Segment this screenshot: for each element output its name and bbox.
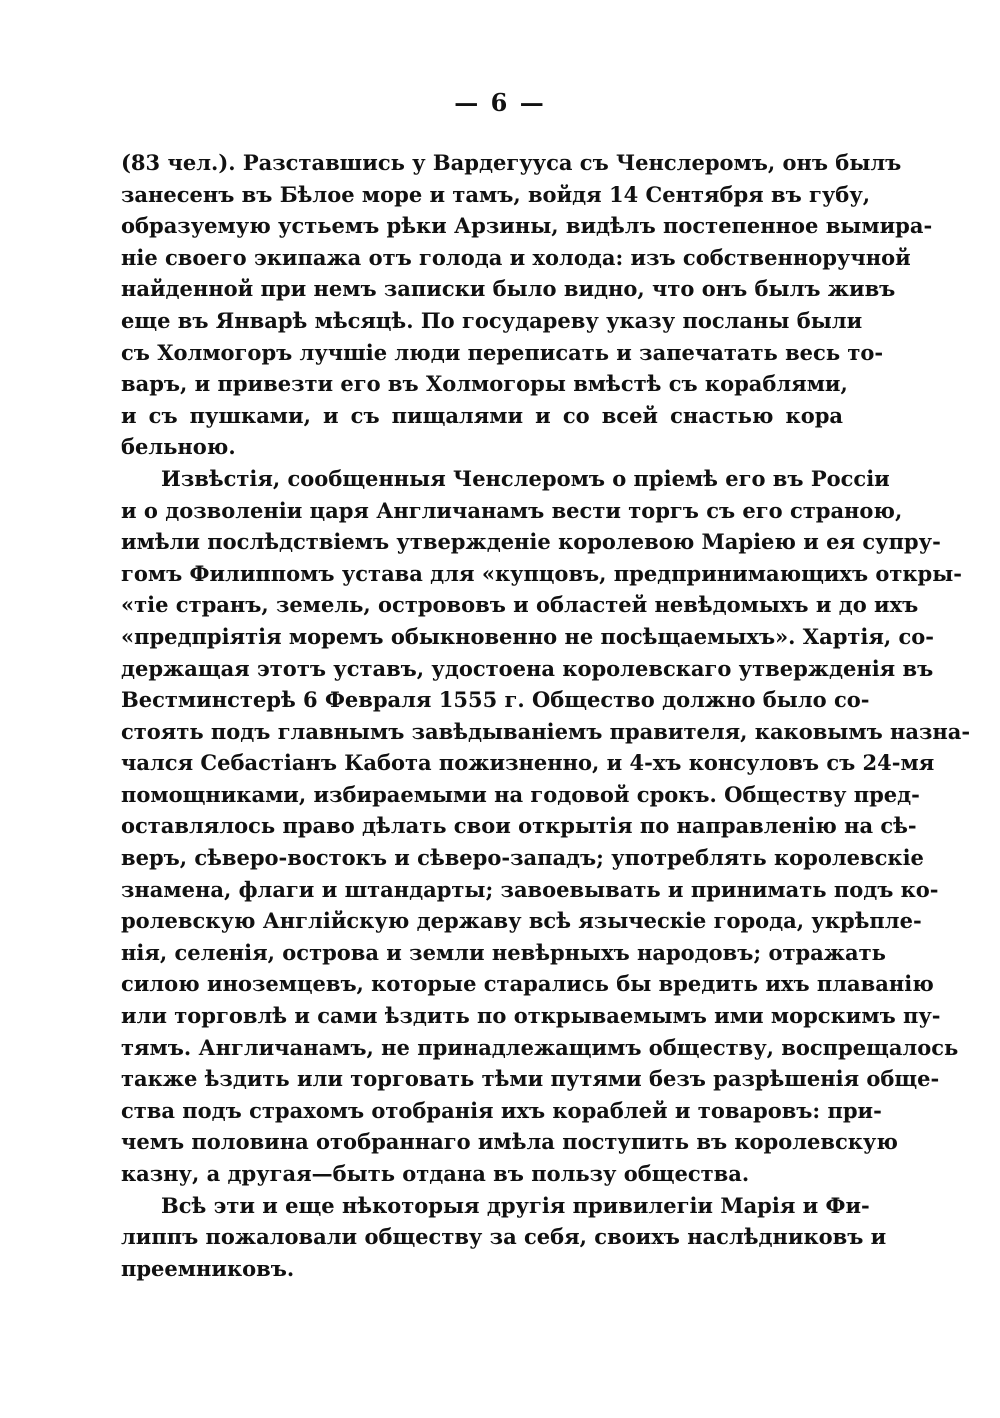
text-line: гомъ Филиппомъ устава для «купцовъ, предпринимающихъ откры- [121, 560, 963, 586]
text-line: чался Себастіанъ Кабота пожизненно, и 4-хъ консуловъ съ 24-мя [121, 750, 935, 776]
text-line: образуемую устьемъ рѣки Арзины, видѣлъ постепенное вымира- [121, 213, 933, 239]
body-text [121, 147, 971, 1284]
text-line: (83 чел.). Разставшись у Вардегууса съ Ченслеромъ, онъ былъ [121, 150, 902, 175]
text-line: и о дозволеніи царя Англичанамъ вести торгъ съ его страною, [121, 497, 903, 523]
text-line: Всѣ эти и еще нѣкоторыя другія привилегіи Марія и Фи- [161, 1192, 870, 1218]
text-line: нія, селенія, острова и земли невѣрныхъ народовъ; отражать [121, 939, 886, 965]
text-line: найденной при немъ записки было видно, что онъ былъ живъ [121, 276, 896, 302]
text-line: бельною. [121, 434, 236, 460]
text-line: занесенъ въ Бѣлое море и тамъ, войдя 14 Сентября въ губу, [121, 181, 871, 207]
text-line: силою иноземцевъ, которые старались бы вредить ихъ плаванію [121, 971, 934, 997]
text-line: «предпріятія моремъ обыкновенно не посѣщаемыхъ». Хартія, со- [121, 623, 935, 649]
text-line: липпъ пожаловали обществу за себя, своихъ наслѣдниковъ и [121, 1224, 887, 1250]
text-line: чемъ половина отобраннаго имѣла поступить въ королевскую [121, 1129, 898, 1155]
text-line: ства подъ страхомъ отобранія ихъ кораблей и товаровъ: при- [121, 1097, 882, 1123]
text-line: оставлялось право дѣлать свои открытія по направленію на сѣ- [121, 813, 917, 839]
text-line: имѣли послѣдствіемъ утвержденіе королевою Маріею и ея супру- [121, 529, 941, 555]
text-line: и съ пушками, и съ пищалями и со всей снастью кора [121, 402, 843, 428]
text-line: стоять подъ главнымъ завѣдываніемъ правителя, каковымъ назна- [121, 718, 971, 744]
text-line: преемниковъ. [121, 1255, 295, 1281]
text-line: держащая этотъ уставъ, удостоена королевскаго утвержденія въ [121, 655, 934, 681]
page-number: — 6 — [454, 88, 546, 117]
text-line: тямъ. Англичанамъ, не принадлежащимъ обществу, воспрещалось [121, 1034, 959, 1060]
text-line: еще въ Январѣ мѣсяцѣ. По государеву указу посланы были [121, 307, 863, 333]
text-line: съ Холмогоръ лучшіе люди переписать и запечатать весь то- [121, 339, 884, 365]
text-line: Извѣстія, сообщенныя Ченслеромъ о пріемѣ его въ Россіи [161, 465, 890, 491]
text-line: знамена, флаги и штандарты; завоевывать и принимать подъ ко- [121, 876, 939, 902]
text-line: или торговлѣ и сами ѣздить по открываемымъ ими морскимъ пу- [121, 1003, 941, 1029]
text-line: веръ, сѣверо-востокъ и сѣверо-западъ; употреблять королевскіе [121, 845, 924, 871]
text-line: ніе своего экипажа отъ голода и холода: изъ собственноручной [121, 244, 911, 270]
text-line: варъ, и привезти его въ Холмогоры вмѣстѣ съ кораблями, [121, 371, 848, 397]
text-line: также ѣздить или торговать тѣми путями безъ разрѣшенія обще- [121, 1066, 940, 1092]
text-line: ролевскую Англійскую державу всѣ языческіе города, укрѣпле- [121, 908, 922, 934]
text-line: казну, а другая—быть отдана въ пользу общества. [121, 1161, 750, 1186]
text-line: помощниками, избираемыми на годовой срокъ. Обществу пред- [121, 781, 920, 807]
text-line: «тіе странъ, земель, острововъ и областей невѣдомыхъ и до ихъ [121, 592, 919, 618]
text-line: Вестминстерѣ 6 Февраля 1555 г. Общество должно было со- [121, 687, 870, 713]
